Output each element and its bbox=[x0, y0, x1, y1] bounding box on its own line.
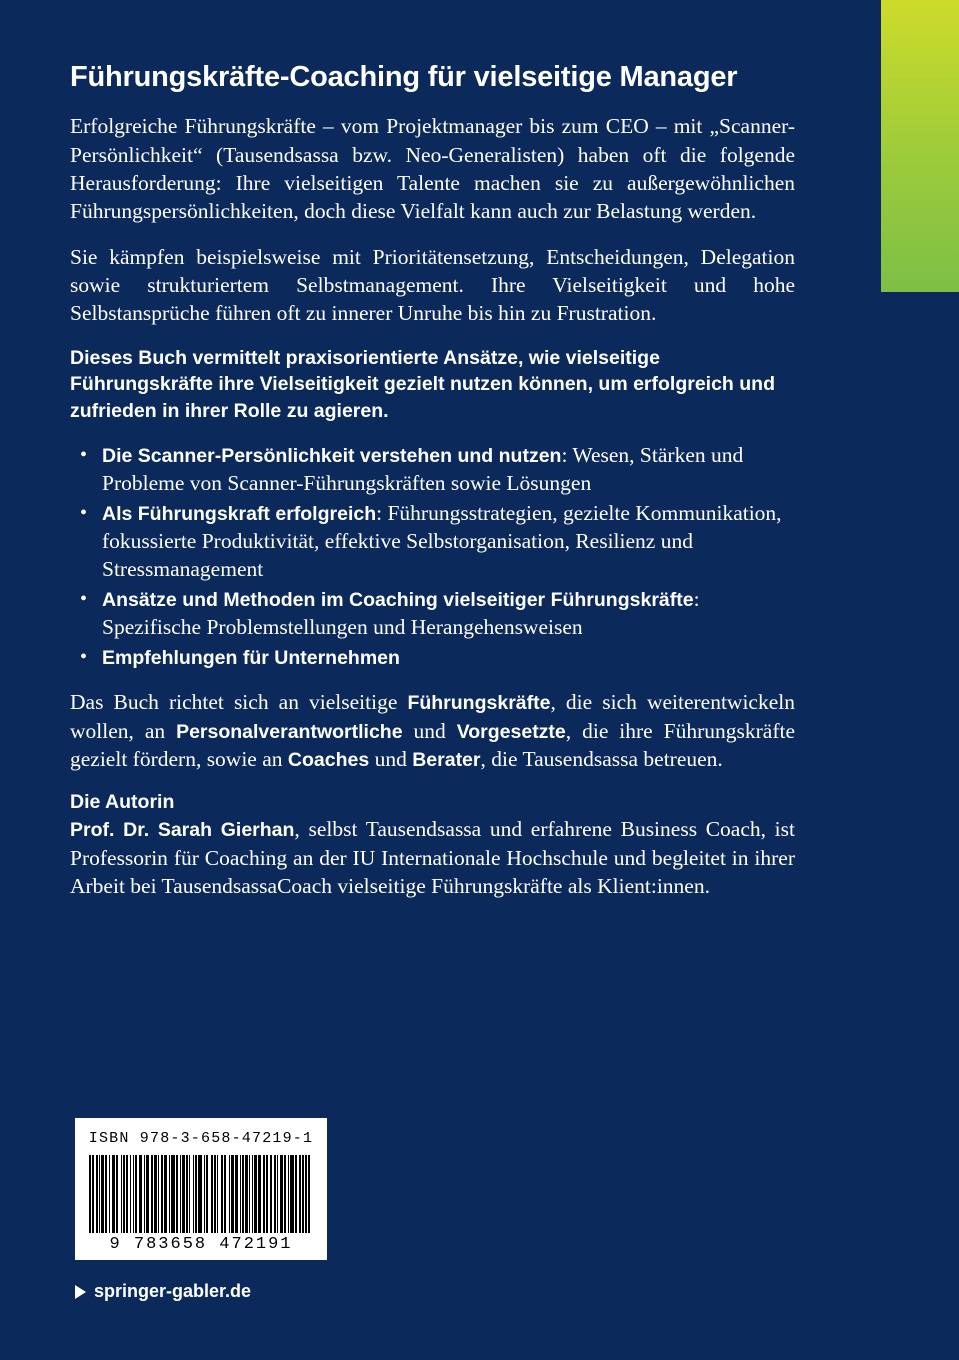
page-title: Führungskräfte-Coaching für vielseitige Manager bbox=[70, 61, 738, 93]
author-bio-text: , selbst Tausendsassa und erfahrene Business Coach, ist Professorin für Coaching an der IU Internationale Hochschule und begleitet in ihrer Arbeit bei TausendsassaCoach vielseitige Führungskräfte als Klient:innen. bbox=[70, 817, 795, 899]
cover-text-content bbox=[70, 60, 795, 918]
audience-paragraph bbox=[70, 688, 795, 774]
list-item bbox=[100, 586, 795, 642]
list-item bbox=[100, 644, 795, 672]
author-heading: Die Autorin bbox=[70, 791, 175, 814]
barcode-bars bbox=[85, 1155, 317, 1233]
isbn-text: ISBN 978-3-658-47219-1 bbox=[88, 1130, 314, 1147]
list-item-lead: Die Scanner-Persönlichkeit verstehen und nutzen bbox=[102, 445, 562, 468]
audience-text-3: , die ihre Führungskräfte gezielt fördern, sowie an bbox=[70, 718, 796, 772]
list-item-rest: : Wesen, Stärken und Probleme von Scanner-Führungskräften sowie Lösungen bbox=[102, 443, 744, 496]
audience-text-4: und bbox=[369, 747, 413, 772]
list-item-lead: Empfehlungen für Unternehmen bbox=[102, 646, 400, 669]
triangle-icon bbox=[75, 1285, 86, 1299]
publisher-label: springer-gabler.de bbox=[94, 1281, 252, 1301]
list-item-lead: Als Führungskraft erfolgreich bbox=[102, 503, 377, 526]
audience-bold-2: Personalverantwortliche bbox=[176, 720, 403, 743]
audience-text-0: Das Buch richtet sich an vielseitige bbox=[70, 689, 408, 714]
author-name: Prof. Dr. Sarah Gierhan bbox=[70, 819, 295, 842]
audience-text-5: , die Tausendsassa betreuen. bbox=[480, 747, 723, 772]
audience-bold-5: Berater bbox=[412, 749, 481, 772]
blue-accent-bar bbox=[881, 292, 959, 1360]
audience-bold-1: Führungskräfte bbox=[407, 691, 551, 714]
list-item-lead: Ansätze und Methoden im Coaching vielseitiger Führungskräfte bbox=[102, 589, 694, 612]
audience-bold-4: Coaches bbox=[287, 749, 370, 772]
intro-paragraph-2: Sie kämpfen beispielsweise mit Prioritätensetzung, Entscheidungen, Delegation sowie strukturiertem Selbstmanagement. Ihre Vielseitigkeit und hohe Selbstansprüche führen oft zu innerer Unruhe bis hin zu Frustration. bbox=[70, 244, 795, 326]
audience-bold-3: Vorgesetzte bbox=[456, 720, 566, 743]
list-item bbox=[100, 442, 795, 498]
isbn-barcode-block bbox=[75, 1118, 327, 1260]
audience-text-2: und bbox=[402, 718, 457, 743]
list-item-rest: : Spezifische Problemstellungen und Herangehensweisen bbox=[102, 587, 700, 640]
ean-digits: 9 783658 472191 bbox=[109, 1235, 293, 1254]
feature-list bbox=[70, 442, 795, 672]
green-accent-bar bbox=[881, 0, 959, 292]
author-bio-paragraph bbox=[70, 815, 795, 900]
highlight-paragraph: Dieses Buch vermittelt praxisorientierte Ansätze, wie vielseitige Führungskräfte ihre Vielseitigkeit gezielt nutzen können, um erfolgreich und zufrieden in ihrer Rolle zu agieren. bbox=[70, 346, 775, 422]
audience-text-1: , die sich weiterentwickeln wollen, an bbox=[70, 689, 795, 743]
publisher-logo[interactable] bbox=[75, 1281, 251, 1302]
intro-paragraph-1: Erfolgreiche Führungskräfte – vom Projektmanager bis zum CEO – mit „Scanner-Persönlichkeit“ (Tausendsassa bzw. Neo-Generalisten) haben oft die folgende Herausforderung: Ihre vielseitigen Talente machen sie zu außergewöhnlichen Führungspersönlichkeiten, doch diese Vielfalt kann auch zur Belastung werden. bbox=[70, 114, 795, 224]
edge-accent-strip bbox=[881, 0, 959, 1360]
list-item bbox=[100, 500, 795, 584]
list-item-rest: : Führungsstrategien, gezielte Kommunikation, fokussierte Produktivität, effektive Selbstorganisation, Resilienz und Stressmanagement bbox=[102, 501, 782, 582]
